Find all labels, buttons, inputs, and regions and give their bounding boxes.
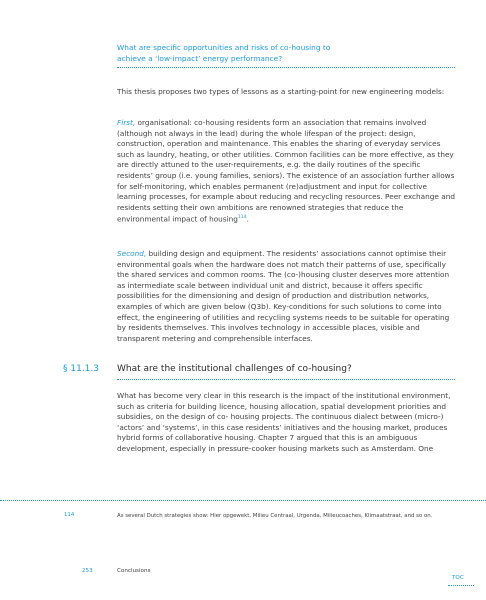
first-lead: First, [117,118,136,127]
footnote-text: As several Dutch strategies show: Hier opgewekt, Milieu Centraal, Urgenda, Milieucoaches, Klimaatstraat, and so on. [117,513,433,519]
section-divider [117,379,455,380]
toc-link[interactable]: TOC [452,575,464,581]
footnote-divider [0,500,486,501]
question-heading-line-1: What are specific opportunities and risks of co-housing to [117,43,331,52]
page-number: 253 [82,568,93,574]
heading-divider [117,67,455,68]
section-title: What are the institutional challenges of co-housing? [117,364,352,374]
second-body: building design and equipment. The residents’ associations cannot optimise their environmental goals when the hardware does not match their patterns of use, specifically the shared services and common rooms. The (co-)housing cluster deserves more attention as intermediate scale between individual unit and district, because it offers specific possibilities for the dimensioning and design of production and distribution networks, examples of which are given below (Q3b). Key-conditions for such solutions to come into effect, the engineering of utilities and recycling systems needs to be suitable for operating by residents themselves. This involves technology in accessible places, visible and transparent metering and comprehensible interfaces. [117,249,450,343]
footnote-number: 114 [64,512,75,518]
section-number: § 11.1.3 [63,364,99,374]
toc-underline [448,585,474,586]
first-body: organisational: co-housing residents form an association that remains involved (although not always in the lead) during the whole lifespan of the project: design, construction, operation and maintenance. This enables the sharing of everyday services such as laundry, heating, or other utilities. Common facilities can be more effective, as they are directly attuned to the user-requirements, e.g. the daily routines of the specific residents’ group (i.e. young families, seniors). The existence of an association further allows for self-monitoring, which enables permanent (re)adjustment and input for collective learning processes, for example about reducing and recycling resources. Peer exchange and residents setting their own ambitions are renowned strategies that reduce the environmental impact of housing [117,118,455,224]
second-lesson-paragraph [117,249,455,344]
question-heading [117,42,437,64]
intro-paragraph: This thesis proposes two types of lessons as a starting-point for new engineering models: [117,87,445,96]
first-lesson-paragraph [117,118,455,225]
second-lead: Second, [117,249,147,258]
chapter-name: Conclusions [117,568,151,574]
question-heading-line-2: achieve a ‘low-impact’ energy performance? [117,54,283,63]
footnote-ref-link[interactable]: 114 [237,215,247,221]
first-end: . [246,214,249,224]
section-paragraph: What has become very clear in this research is the impact of the institutional environment, such as criteria for building licence, housing allocation, spatial development priorities and subsidies, on the design of co- housing projects. The continuous dialect between (micro-) ‘actors’ and ‘systems’, in this case residents’ initiatives and the housing market, produces hybrid forms of collaborative housing. Chapter 7 argued that this is an ambiguous development, especially in pressure-cooker housing markets such as Amsterdam. One [117,391,451,453]
